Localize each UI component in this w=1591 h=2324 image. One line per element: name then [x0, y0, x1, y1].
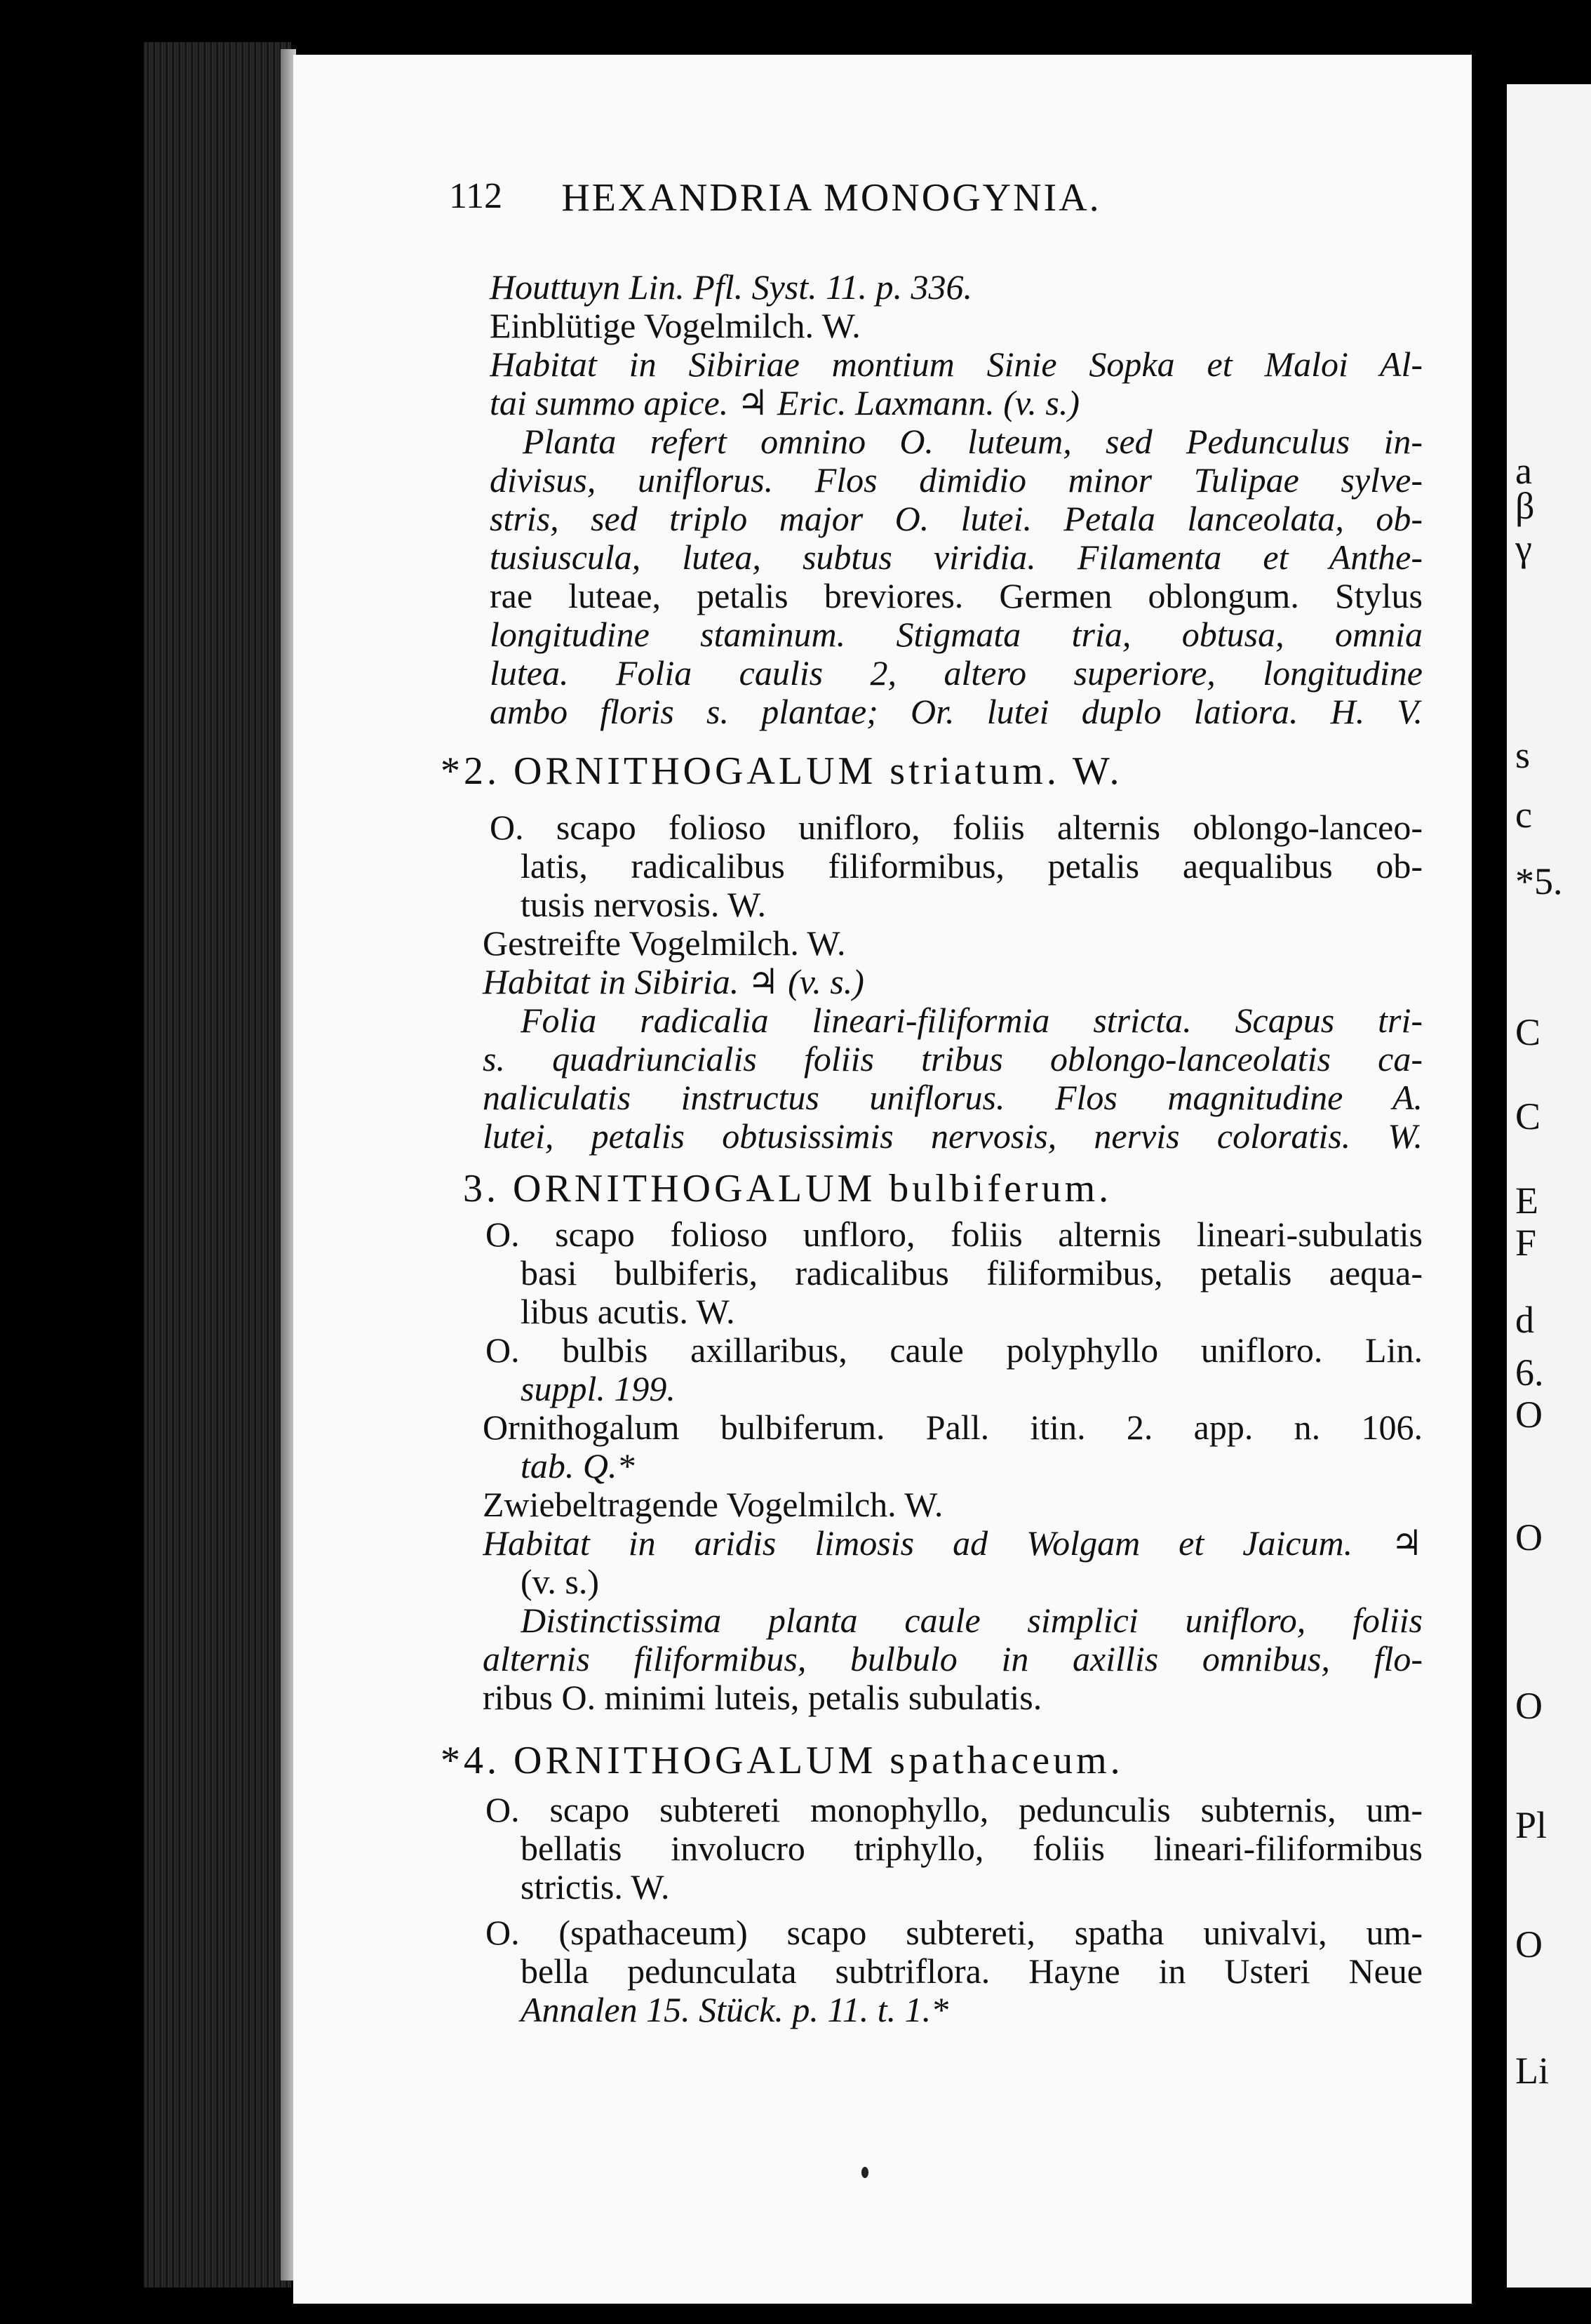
text-line: Houttuyn Lin. Pfl. Syst. 11. p. 336.	[490, 267, 972, 307]
species-heading: 3. ORNITHOGALUM bulbiferum.	[463, 1167, 1113, 1210]
text-line: rae luteae, petalis breviores. Germen oblongum. Stylus	[490, 576, 1423, 615]
facing-page-text: E	[1515, 1180, 1538, 1222]
facing-page-text: O	[1515, 1923, 1543, 1965]
text-line: divisus, uniflorus. Flos dimidio minor Tulipae sylve-	[490, 460, 1423, 500]
text-line: basi bulbiferis, radicalibus filiformibus, petalis aequa-	[521, 1253, 1423, 1293]
text-line: alternis filiformibus, bulbulo in axillis omnibus, flo-	[483, 1639, 1423, 1678]
text-line: Gestreifte Vogelmilch. W.	[483, 923, 846, 963]
text-line: ribus O. minimi luteis, petalis subulatis.	[483, 1678, 1042, 1717]
text-line: O. scapo subtereti monophyllo, pedunculis subternis, um-	[485, 1790, 1423, 1829]
text-line: bellatis involucro triphyllo, foliis lineari-filiformibus	[521, 1829, 1423, 1868]
text-line: tusiuscula, lutea, subtus viridia. Filamenta et Anthe-	[490, 537, 1423, 577]
facing-page-text: C	[1515, 1011, 1541, 1053]
text-line: Habitat in aridis limosis ad Wolgam et Jaicum. ♃	[483, 1523, 1423, 1563]
text-line: Ornithogalum bulbiferum. Pall. itin. 2. app. n. 106.	[483, 1408, 1423, 1447]
text-line: tusis nervosis. W.	[521, 885, 767, 924]
text-line: O. scapo folioso unifloro, foliis alternis oblongo-lanceo-	[490, 808, 1423, 847]
text-line: bella pedunculata subtriflora. Hayne in Usteri Neue	[521, 1951, 1423, 1991]
text-line: s. quadriuncialis foliis tribus oblongo-lanceolatis ca-	[483, 1039, 1423, 1078]
species-heading: *4. ORNITHOGALUM spathaceum.	[441, 1739, 1124, 1782]
species-heading: *2. ORNITHOGALUM striatum. W.	[441, 749, 1123, 793]
text-line: O. (spathaceum) scapo subtereti, spatha univalvi, um-	[485, 1913, 1423, 1952]
page-number: 112	[449, 176, 503, 216]
text-line: suppl. 199.	[521, 1369, 676, 1408]
facing-page-text: F	[1515, 1222, 1537, 1264]
book-spine	[144, 42, 291, 2288]
facing-page-text: d	[1515, 1299, 1534, 1341]
text-line: latis, radicalibus filiformibus, petalis aequalibus ob-	[521, 846, 1423, 886]
running-head: HEXANDRIA MONOGYNIA.	[561, 176, 1101, 220]
facing-page-text: Pl	[1515, 1804, 1548, 1846]
text-line: Planta refert omnino O. luteum, sed Pedunculus in-	[523, 422, 1423, 461]
text-line: Distinctissima planta caule simplici unifloro, foliis	[521, 1601, 1423, 1640]
text-line: naliculatis instructus uniflorus. Flos magnitudine A.	[483, 1078, 1423, 1117]
facing-page-text: β	[1515, 485, 1535, 527]
text-line: Zwiebeltragende Vogelmilch. W.	[483, 1485, 944, 1524]
text-line: (v. s.)	[521, 1562, 600, 1601]
text-line: libus acutis. W.	[521, 1292, 735, 1331]
ink-mark	[861, 2167, 868, 2178]
text-line: O. bulbis axillaribus, caule polyphyllo unifloro. Lin.	[485, 1330, 1423, 1370]
text-line: tab. Q.*	[521, 1446, 635, 1485]
facing-page-text: O	[1515, 1394, 1543, 1436]
facing-page-text: s	[1515, 734, 1531, 776]
text-line: O. scapo folioso unfloro, foliis alternis lineari-subulatis	[485, 1215, 1423, 1254]
text-line: Habitat in Sibiriae montium Sinie Sopka et Maloi Al-	[490, 345, 1423, 384]
text-line: longitudine staminum. Stigmata tria, obtusa, omnia	[490, 615, 1423, 654]
facing-page-text: O	[1515, 1516, 1543, 1558]
facing-page-text: c	[1515, 794, 1532, 836]
facing-page-text: O	[1515, 1685, 1543, 1727]
facing-page-fragment	[1507, 84, 1591, 2288]
text-line: stris, sed triplo major O. lutei. Petala lanceolata, ob-	[490, 499, 1423, 538]
facing-page-text: a	[1515, 450, 1532, 492]
facing-page-text: Li	[1515, 2050, 1549, 2092]
facing-page-text: *5.	[1515, 860, 1563, 902]
text-line: Einblütige Vogelmilch. W.	[490, 306, 861, 345]
text-line: tai summo apice. ♃ Eric. Laxmann. (v. s.)	[490, 383, 1080, 422]
text-line: Habitat in Sibiria. ♃ (v. s.)	[483, 962, 864, 1001]
facing-page-text: γ	[1515, 527, 1532, 569]
facing-page-text: 6.	[1515, 1351, 1544, 1394]
text-line: lutei, petalis obtusissimis nervosis, nervis coloratis. W.	[483, 1116, 1423, 1156]
text-line: lutea. Folia caulis 2, altero superiore, longitudine	[490, 653, 1423, 693]
text-line: ambo floris s. plantae; Or. lutei duplo latiora. H. V.	[490, 692, 1423, 731]
text-line: Annalen 15. Stück. p. 11. t. 1.*	[521, 1990, 949, 2029]
facing-page-text: C	[1515, 1095, 1541, 1137]
text-line: Folia radicalia lineari-filiformia stricta. Scapus tri-	[521, 1001, 1423, 1040]
text-line: strictis. W.	[521, 1867, 670, 1906]
